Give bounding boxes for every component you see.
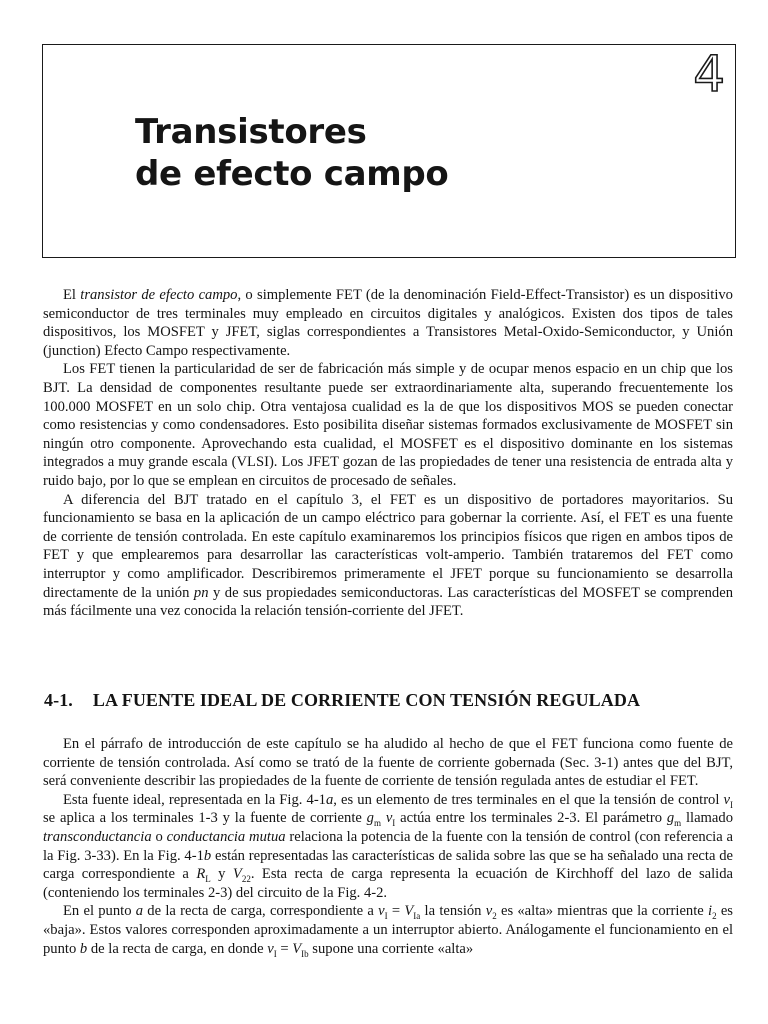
section-paragraph-2: Esta fuente ideal, representada en la Fig. 4-1a, es un elemento de tres terminales en el que la tensión de control $v_I$ se aplica a los terminales 1-3 y la fuente de corriente $g_m$ $v_I$ actúa entre los terminales 2-3. El parámetro $g_m$ llamado transconductancia o conductancia mutua relaciona la potencia de la fuente con la tensión de control (con referencia a la Fig. 3-33). En la Fig. 4-1b están representadas las características de salida sobre las que se ha señalado una recta de carga correspondiente a $R_L$ y $V_{22}$. Esta recta de carga representa la ecuación de Kirchhoff del lazo de salida (conteniendo los terminales 2-3) del circuito de la Fig. 4-2. [43,791,734,901]
section-title: LA FUENTE IDEAL DE CORRIENTE CON TENSIÓN REGULADA [92,690,641,710]
chapter-title-line-1: Transistores [135,112,367,152]
intro-paragraph-2: Los FET tienen la particularidad de ser de fabricación más simple y de ocupar menos espacio en un chip que los BJT. La densidad de componentes resultante puede ser extraordinariamente alta, superando frecuentemente los 100.000 MOSFET en un solo chip. Otra ventajosa cualidad es la de que los dispositivos MOS se pueden conectar como resistencias y como condensadores. Esto posibilita diseñar sistemas formados exclusivamente de MOSFET sin ningún otro componente. Aprovechando esta cualidad, el MOSFET es el dispositivo dominante en los sistemas integrados a muy grande escala (VLSI). Los JFET gozan de las propiedades de tener una resistencia de entrada alta y ruido bajo, por lo que se emplean en circuitos de procesado de señales. [43,361,733,489]
term-emphasis: transistor de efecto campo [80,287,238,303]
chapter-title-line-2: de efecto campo [135,154,449,194]
section-paragraph-3: En el punto a de la recta de carga, correspondiente a $v_I = V_{Ia}$ la tensión $v_2$ es «alta» mientras que la corriente $i_2$ es «baja». Estos valores corresponden aproximadamente a un interruptor abierto. Análogamente el funcionamiento en el punto b de la recta de carga, en donde $v_I = V_{Ib}$ supone una corriente «alta» [43,903,733,959]
chapter-number: 4 [693,45,725,103]
section-text [43,735,733,958]
intro-paragraph-1: El transistor de efecto campo, o simplemente FET (de la denominación Field-Effect-Transistor) es un dispositivo semiconductor de tres terminales muy empleado en circuitos digitales y analógicos. Existen dos tipos de tales dispositivos, los MOSFET y JFET, siglas correspondientes a Transistores Metal-Oxido-Semiconductor, y Unión (junction) Efecto Campo respectivamente. [43,287,733,359]
pn-emphasis: pn [193,584,209,601]
chapter-title [135,111,448,195]
section-heading [44,690,640,711]
chapter-header-box [42,44,736,258]
intro-paragraph-3: A diferencia del BJT tratado en el capítulo 3, el FET es un dispositivo de portadores mayoritarios. Su funcionamiento se basa en la aplicación de un campo eléctrico para gobernar la corriente. Así, el FET es una fuente de corriente de tensión controlada. En este capítulo examinaremos los principios físicos que rigen en ambos tipos de FET y que emplearemos para desarrollar las características volt-amperio. También trataremos del FET como interruptor y como amplificador. Describiremos primeramente el JFET porque su funcionamiento se desarrolla directamente de la unión pn y de sus propiedades semiconductoras. Las características del MOSFET se comprenden más fácilmente una vez conocida la relación tensión-corriente del JFET. [43,491,734,620]
section-number: 4-1. [44,690,73,710]
section-paragraph-1: En el párrafo de introducción de este capítulo se ha aludido al hecho de que el FET funciona como fuente de corriente de tensión controlada. Así como se trató de la fuente de corriente gobernada (Sec. 3-1) antes que del BJT, será conveniente describir las propiedades de la fuente de corriente de tensión regulada antes de estudiar el FET. [43,736,733,790]
intro-text [43,286,733,621]
